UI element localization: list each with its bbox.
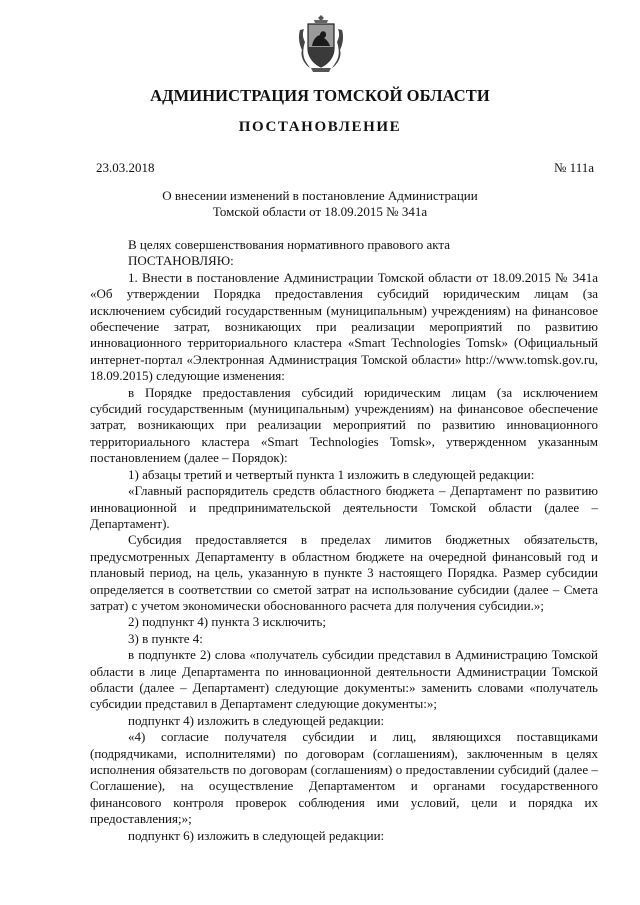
paragraph: 3) в пункте 4:: [128, 630, 203, 646]
document-date: 23.03.2018: [96, 160, 155, 175]
paragraph: ПОСТАНОВЛЯЮ:: [128, 253, 234, 269]
paragraph: в Порядке предоставления субсидий юридическим лицам (за исключением субсидий государственным (муниципальным) учреждениям) на финансовое обеспечение затрат, возникающих при реализации мероприятий по развитию инновационного территориального кластера «Smart Technologies Tomsk», утвержденном указанным постановлением (далее – Порядок):: [90, 384, 598, 466]
document-subject: О внесении изменений в постановление Администрации Томской области от 18.09.2015 № 341а: [162, 188, 478, 219]
paragraph: 2) подпункт 4) пункта 3 исключить;: [128, 614, 326, 630]
paragraph: Субсидия предоставляется в пределах лимитов бюджетных обязательств, предусмотренных Департаменту в областном бюджете на очередной финансовый год и плановый период, на цель, указанную в пункте 3 настоящего Порядка. Размер субсидии определяется в соответствии со сметой затрат на использование субсидии (далее – Смета затрат) с учетом экономически обоснованного расчета для получения субсидии.»;: [90, 532, 598, 613]
document-type: ПОСТАНОВЛЕНИЕ: [238, 119, 402, 135]
paragraph: В целях совершенствования нормативного правового акта: [128, 237, 451, 252]
document-body: [90, 237, 598, 844]
paragraph: подпункт 6) изложить в следующей редакции:: [128, 827, 385, 843]
paragraph: «Главный распорядитель средств областного бюджета – Департамент по развитию инновационной и предпринимательской деятельности Томской области (далее – Департамент).: [90, 483, 598, 531]
paragraph: подпункт 4) изложить в следующей редакции:: [128, 712, 385, 728]
paragraph: «4) согласие получателя субсидии и лиц, являющихся поставщиками (подрядчиками, исполнителями) по договорам (соглашениям), заключенным в целях исполнения обязательств по договорам (соглашениям) о предоставлении субсидий (далее – Соглашение), на осуществление Департаментом и органами государственного финансового контроля проверок соблюдения ими условий, цели и порядка их предоставления;»;: [90, 729, 598, 827]
paragraph: 1. Внести в постановление Администрации Томской области от 18.09.2015 № 341а «Об утверждении Порядка предоставления субсидий юридическим лицам (за исключением субсидий государственным (муниципальным) учреждениям) на финансовое обеспечение затрат, возникающих при реализации мероприятий по развитию инновационного территориального кластера «Smart Technologies Tomsk» (Официальный интернет-портал «Электронная Администрация Томской области» http://www.tomsk.gov.ru, 18.09.2015) следующие изменения:: [90, 269, 598, 384]
paragraph: в подпункте 2) слова «получатель субсидии представил в Администрацию Томской области в лице Департамента по инновационной деятельности Администрации Томской области (далее – Департамент) следующие документы:» заменить словами «получатель субсидии представил в Департамент следующие документы:»;: [90, 647, 598, 712]
paragraph: 1) абзацы третий и четвертый пункта 1 изложить в следующей редакции:: [128, 466, 535, 482]
organization-title: АДМИНИСТРАЦИЯ ТОМСКОЙ ОБЛАСТИ: [150, 86, 490, 105]
coat-of-arms-icon: [296, 14, 346, 74]
document-number: № 111а: [554, 160, 594, 175]
